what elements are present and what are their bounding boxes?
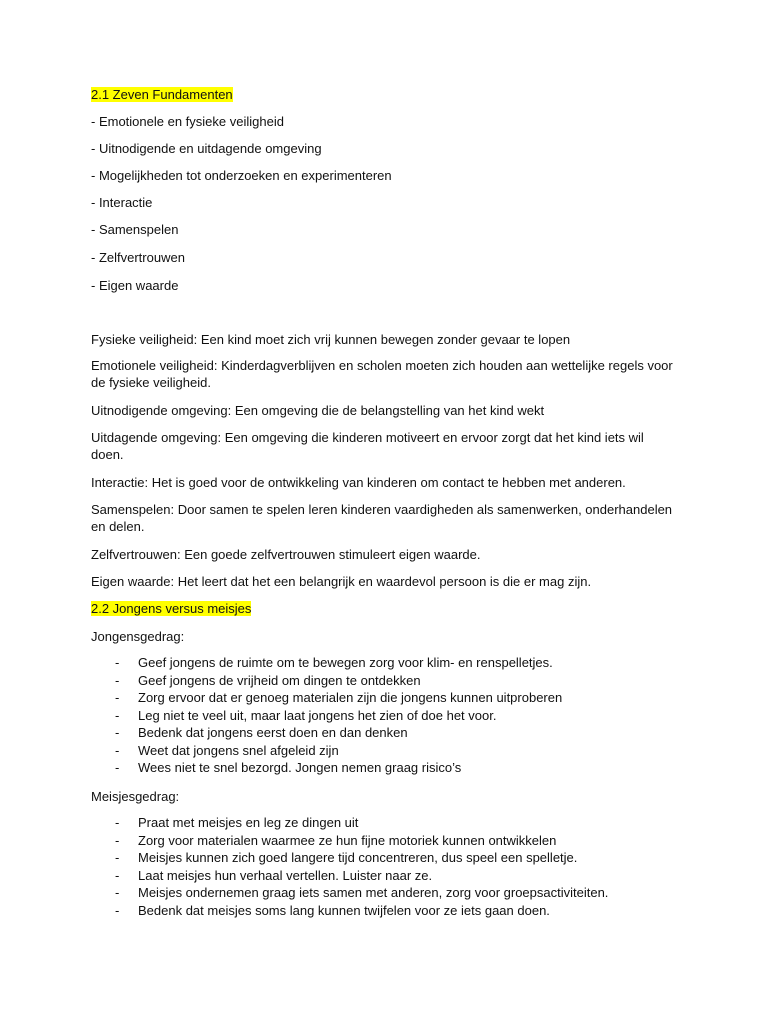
bullet-dash: - (115, 673, 120, 688)
list-item-text: Wees niet te snel bezorgd. Jongen nemen graag risico’s (138, 760, 462, 775)
list-item: - Mogelijkheden tot onderzoeken en experimenteren (91, 168, 392, 183)
list-item: - Zelfvertrouwen (91, 250, 185, 265)
definition-paragraph: Uitnodigende omgeving: Een omgeving die de belangstelling van het kind wekt (91, 403, 545, 418)
list-item-text: Meisjes kunnen zich goed langere tijd concentreren, dus speel een spelletje. (138, 850, 578, 865)
list-item-text: Geef jongens de vrijheid om dingen te ontdekken (138, 673, 421, 688)
definition-paragraph: Samenspelen: Door samen te spelen leren kinderen vaardigheden als samenwerken, onderhandelen en delen. (91, 502, 673, 534)
highlighted-heading-text: 2.2 Jongens versus meisjes (91, 601, 252, 616)
list-item: - Uitnodigende en uitdagende omgeving (91, 141, 322, 156)
highlighted-heading-text: 2.1 Zeven Fundamenten (91, 87, 233, 102)
section-heading-1 (91, 86, 233, 103)
girls-behavior-label: Meisjesgedrag: (91, 789, 180, 804)
list-item-text: Bedenk dat jongens eerst doen en dan denken (138, 725, 408, 740)
bullet-dash: - (115, 903, 120, 918)
bullet-dash: - (115, 690, 120, 705)
list-item: - Interactie (91, 195, 153, 210)
list-item: - Emotionele en fysieke veiligheid (91, 114, 284, 129)
list-item-text: Leg niet te veel uit, maar laat jongens het zien of doe het voor. (138, 708, 497, 723)
definition-paragraph: Interactie: Het is goed voor de ontwikkeling van kinderen om contact te hebben met anderen. (91, 475, 626, 490)
bullet-dash: - (115, 833, 120, 848)
list-item-text: Laat meisjes hun verhaal vertellen. Luister naar ze. (138, 868, 433, 883)
list-item-text: Zorg voor materialen waarmee ze hun fijne motoriek kunnen ontwikkelen (138, 833, 557, 848)
bullet-dash: - (115, 743, 120, 758)
list-item-text: Zorg ervoor dat er genoeg materialen zijn die jongens kunnen uitproberen (138, 690, 563, 705)
definition-paragraph: Zelfvertrouwen: Een goede zelfvertrouwen stimuleert eigen waarde. (91, 547, 481, 562)
definition-paragraph: Fysieke veiligheid: Een kind moet zich vrij kunnen bewegen zonder gevaar te lopen (91, 332, 571, 347)
list-item-text: Geef jongens de ruimte om te bewegen zorg voor klim- en renspelletjes. (138, 655, 553, 670)
list-item-text: Weet dat jongens snel afgeleid zijn (138, 743, 339, 758)
list-item: - Eigen waarde (91, 278, 179, 293)
bullet-dash: - (115, 655, 120, 670)
bullet-dash: - (115, 885, 120, 900)
definition-paragraph: Eigen waarde: Het leert dat het een belangrijk en waardevol persoon is die er mag zijn. (91, 574, 592, 589)
list-item: - Samenspelen (91, 222, 179, 237)
list-item-text: Bedenk dat meisjes soms lang kunnen twijfelen voor ze iets gaan doen. (138, 903, 550, 918)
bullet-dash: - (115, 850, 120, 865)
definition-paragraph: Emotionele veiligheid: Kinderdagverblijven en scholen moeten zich houden aan wettelijke regels voor de fysieke veiligheid. (91, 358, 673, 390)
list-item-text: Meisjes ondernemen graag iets samen met anderen, zorg voor groepsactiviteiten. (138, 885, 609, 900)
boys-behavior-label: Jongensgedrag: (91, 629, 185, 644)
bullet-dash: - (115, 725, 120, 740)
bullet-dash: - (115, 815, 120, 830)
definition-paragraph: Uitdagende omgeving: Een omgeving die kinderen motiveert en ervoor zorgt dat het kind iets wil doen. (91, 430, 644, 462)
bullet-dash: - (115, 760, 120, 775)
list-item-text: Praat met meisjes en leg ze dingen uit (138, 815, 359, 830)
section-heading-2 (91, 600, 251, 617)
bullet-dash: - (115, 868, 120, 883)
bullet-dash: - (115, 708, 120, 723)
